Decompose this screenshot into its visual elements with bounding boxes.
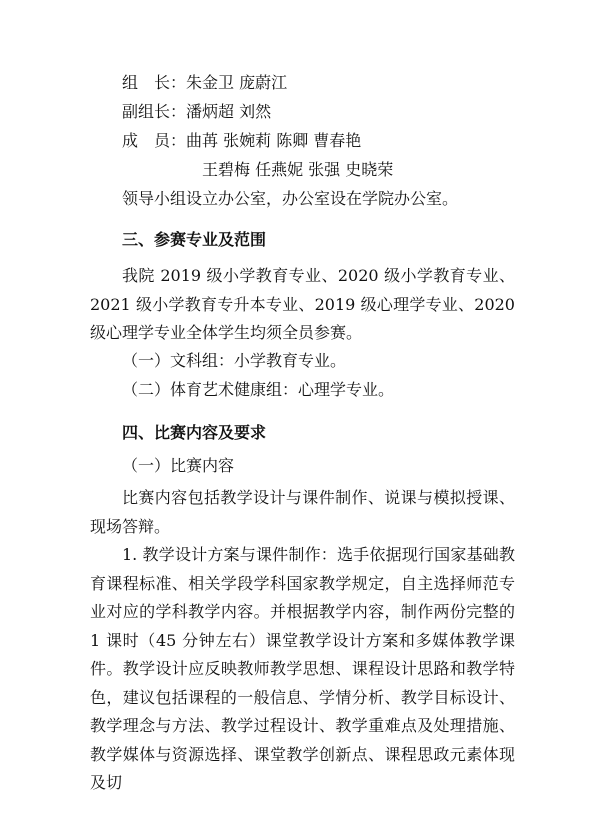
deputy-names: 潘炳超 刘然	[186, 102, 272, 121]
deputy-title: 副组长：	[122, 102, 187, 121]
section-three-heading: 三、参赛专业及范围	[122, 230, 267, 249]
contest-content-subheading: （一）比赛内容	[122, 456, 235, 475]
leader-title: 组 长：	[122, 73, 187, 92]
group-item-literature: （一）文科组：小学教育专业。	[122, 351, 347, 370]
section-three-paragraph: 我院 2019 级小学教育专业、2020 级小学教育专业、2021 级小学教育专升本专业、2019 级心理学专业、2020 级心理学专业全体学生均须全员参赛。	[90, 266, 515, 342]
leader-row	[122, 73, 287, 93]
members-names-line1: 曲苒 张婉莉 陈卿 曹春艳	[186, 131, 362, 150]
office-note: 领导小组设立办公室，办公室设在学院办公室。	[122, 189, 459, 208]
members-row	[122, 131, 361, 151]
contest-content-intro: 比赛内容包括教学设计与课件制作、说课与模拟授课、现场答辩。	[90, 488, 515, 536]
members-row-continued	[202, 160, 393, 180]
deputy-row	[122, 102, 271, 122]
item-one-paragraph: 1. 教学设计方案与课件制作：选手依据现行国家基础教育课程标准、相关学段学科国家教学规定，自主选择师范专业对应的学科教学内容。并根据教学内容，制作两份完整的 1 课时（45 分钟左右）课堂教学设计方案和多媒体教学课件。教学设计应反映教师教学思想、课程设计思路和教学特色，建议包括课程的一般信息、学情分析、教学目标设计、教学理念与方法、教学过程设计、教学重难点及处理措施、教学媒体与资源选择、课堂教学创新点、课程思政元素体现及切	[90, 545, 515, 792]
leader-names: 朱金卫 庞蔚江	[186, 73, 288, 92]
members-names-line2: 王碧梅 任燕妮 张强 史晓荣	[202, 160, 394, 179]
group-item-pe-arts: （二）体育艺术健康组：心理学专业。	[122, 380, 395, 399]
members-title: 成 员：	[122, 131, 187, 150]
section-four-heading: 四、比赛内容及要求	[122, 423, 267, 442]
